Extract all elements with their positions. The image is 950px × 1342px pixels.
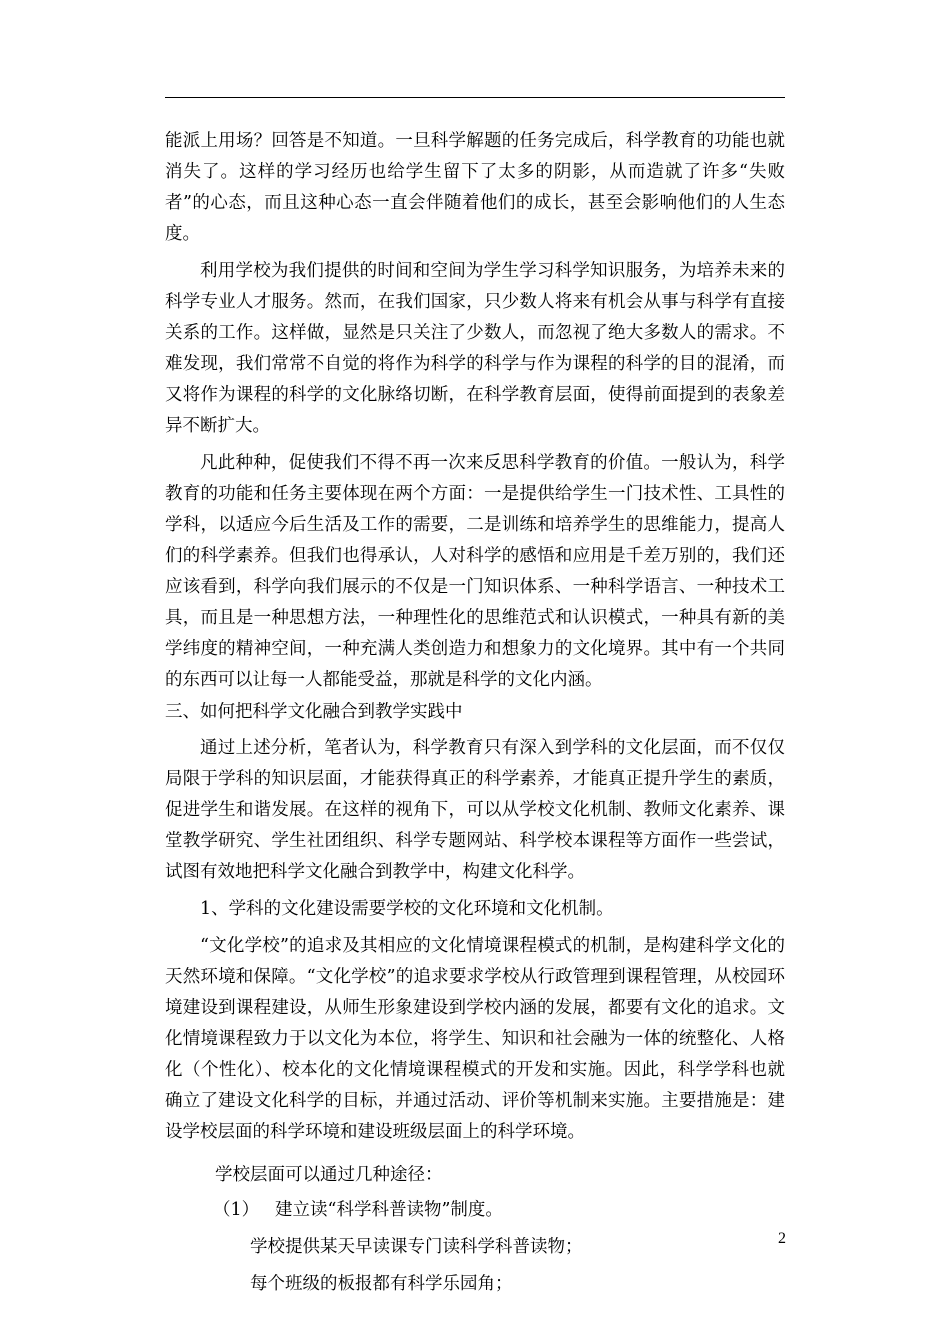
list-item-text: 建立读“科学科普读物”制度。 [275,1200,503,1220]
paragraph-culture-school: “文化学校”的追求及其相应的文化情境课程模式的机制，是构建科学文化的天然环境和保障。“文化学校”的追求要求学校从行政管理到课程管理，从校园环境建设到课程建设，从师生形象建设到学校内涵的发展，都要有文化的追求。文化情境课程致力于以文化为本位，将学生、知识和社会融为一体的统整化、人格化（个性化）、校本化的文化情境课程模式的开发和实施。因此，科学学科也就确立了建设文化科学的目标，并通过活动、评价等机制来实施。主要措施是：建设学校层面的科学环境和建设班级层面上的科学环境。 [165,936,785,1142]
paragraph-school-time: 利用学校为我们提供的时间和空间为学生学习科学知识服务，为培养未来的科学专业人才服务。然而，在我们国家，只少数人将来有机会从事与科学有直接关系的工作。这样做，显然是只关注了少数人，而忽视了绝大多数人的需求。不难发现，我们常常不自觉的将作为科学的科学与作为课程的科学的目的混淆，而又将作为课程的科学的文化脉络切断，在科学教育层面，使得前面提到的表象差异不断扩大。 [165,261,785,436]
page-number: 2 [778,1230,786,1247]
paragraph-science-value: 凡此种种，促使我们不得不再一次来反思科学教育的价值。一般认为，科学教育的功能和任务主要体现在两个方面：一是提供给学生一门技术性、工具性的学科，以适应今后生活及工作的需要，二是训练和培养学生的思维能力，提高人们的科学素养。但我们也得承认，人对科学的感悟和应用是千差万别的，我们还应该看到，科学向我们展示的不仅是一门知识体系、一种科学语言、一种技术工具，而且是一种思想方法，一种理性化的思维范式和认识模式，一种具有新的美学纬度的精神空间，一种充满人类创造力和想象力的文化境界。其中有一个共同的东西可以让每一人都能受益，那就是科学的文化内涵。 [165,453,785,690]
sub-item-2: 每个班级的板报都有科学乐园角； [250,1274,513,1294]
document-body [165,126,785,1300]
paragraph-school-level: 学校层面可以通过几种途径： [215,1165,443,1185]
paragraph-continuation: 能派上用场？回答是不知道。一旦科学解题的任务完成后，科学教育的功能也就消失了。这样的学习经历也给学生留下了太多的阴影，从而造就了许多“失败者”的心态，而且这种心态一直会伴随着他们的成长，甚至会影响他们的人生态度。 [165,131,785,244]
section-heading-3: 三、如何把科学文化融合到教学实践中 [165,702,463,722]
paragraph-analysis: 通过上述分析，笔者认为，科学教育只有深入到学科的文化层面，而不仅仅局限于学科的知识层面，才能获得真正的科学素养，才能真正提升学生的素质，促进学生和谐发展。在这样的视角下，可以从学校文化机制、教师文化素养、课堂教学研究、学生社团组织、科学专题网站、科学校本课程等方面作一些尝试，试图有效地把科学文化融合到教学中，构建文化科学。 [165,738,785,882]
sub-item-1: 学校提供某天早读课专门读科学科普读物； [250,1237,583,1257]
header-rule [165,97,785,98]
subheading-1: 1、学科的文化建设需要学校的文化环境和文化机制。 [200,899,614,919]
list-item-label: （1） [213,1200,260,1220]
list-item-1 [165,1195,785,1226]
